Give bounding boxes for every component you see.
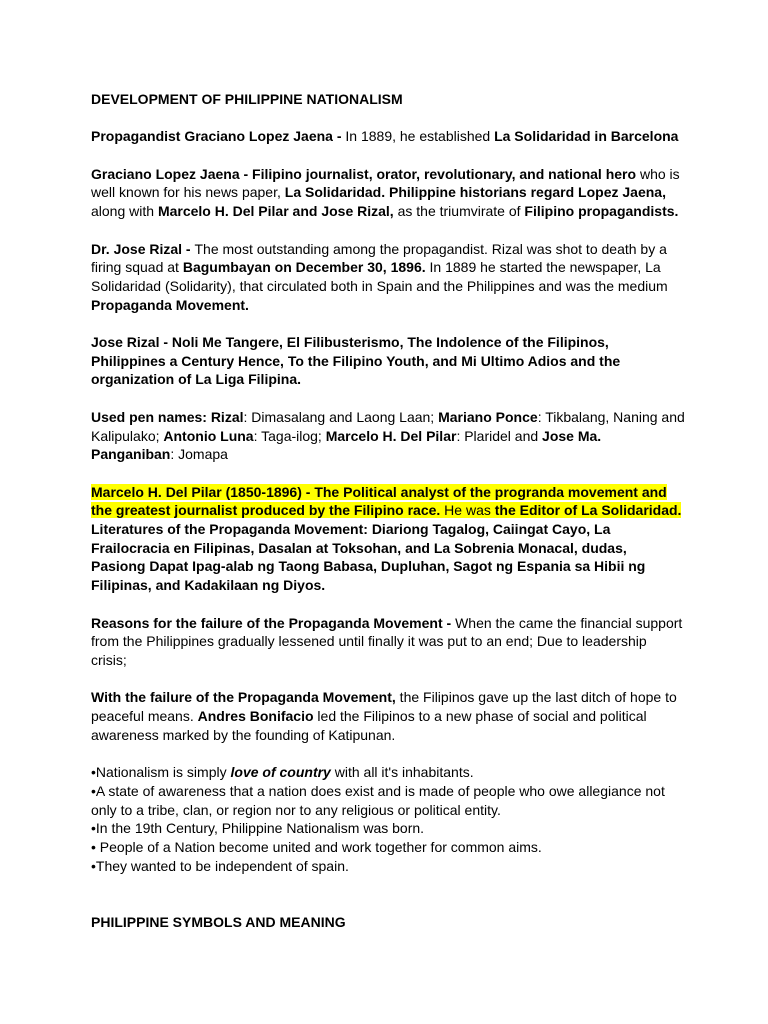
bullet-item: •They wanted to be independent of spain. xyxy=(91,857,349,874)
paragraph-pen-names: Used pen names: Rizal: Dimasalang and Laong Laan; Mariano Ponce: Tikbalang, Naning and Kalipulako; Antonio Luna: Taga-ilog; Marcelo H. Del Pilar: Plaridel and Jose Ma. Panganiban: Jomapa xyxy=(91,408,685,463)
bullet-item: •In the 19th Century, Philippine Nationalism was born. xyxy=(91,820,425,837)
paragraph-jose-rizal: Dr. Jose Rizal - The most outstanding among the propagandist. Rizal was shot to death by a firing squad at Bagumbayan on December 30, 1896. In 1889 he started the newspaper, La Solidaridad (Solidarity), that circulated both in Spain and the Philippines and was the medium Propaganda Movement. xyxy=(91,240,668,313)
paragraph-bonifacio: With the failure of the Propaganda Movement, the Filipinos gave up the last ditch of hope to peaceful means. Andres Bonifacio led the Filipinos to a new phase of social and political awareness marked by the founding of Katipunan. xyxy=(91,689,677,743)
bullet-item: •A state of awareness that a nation does exist and is made of people who owe allegiance not only to a tribe, clan, or region nor to any religious or political entity. xyxy=(91,782,665,818)
section-heading: PHILIPPINE SYMBOLS AND MEANING xyxy=(91,913,346,930)
paragraph-del-pilar: Marcelo H. Del Pilar (1850-1896) - The Political analyst of the progranda movement and the greatest journalist produced by the Filipino race. He was the Editor of La Solidaridad. Literatures of the Propaganda Movement: Diariong Tagalog, Caiingat Cayo, La Frailocracia en Filipinas, Dasalan at Toksohan, and La Sobrenia Monacal, dudas, Pasiong Dapat Ipag-alab ng Taong Babasa, Dupluhan, Sagot ng Espania sa Hibii ng Filipinas, and Kadakilaan ng Diyos. xyxy=(91,483,682,594)
paragraph-lopez-jaena-intro: Propagandist Graciano Lopez Jaena - In 1889, he established La Solidaridad in Barcelona xyxy=(91,128,679,145)
highlighted-text: Marcelo H. Del Pilar (1850-1896) - The Political analyst of the progranda movement and the greatest journalist produced by the Filipino race. He was the Editor of La Solidaridad. xyxy=(91,483,682,519)
document-page xyxy=(91,90,685,931)
bullet-item: • People of a Nation become united and work together for common aims. xyxy=(91,838,542,855)
page-heading: DEVELOPMENT OF PHILIPPINE NATIONALISM xyxy=(91,91,403,107)
paragraph-rizal-works: Jose Rizal - Noli Me Tangere, El Filibusterismo, The Indolence of the Filipinos, Philippines a Century Hence, To the Filipino Youth, and Mi Ultimo Adios and the organization of La Liga Filipina. xyxy=(91,334,621,388)
paragraph-failure-reasons: Reasons for the failure of the Propaganda Movement - When the came the financial support from the Philippines gradually lessened until finally it was put to an end; Due to leadership crisis; xyxy=(91,614,683,668)
paragraph-lopez-jaena-bio: Graciano Lopez Jaena - Filipino journalist, orator, revolutionary, and national hero who is well known for his news paper, La Solidaridad. Philippine historians regard Lopez Jaena, along with Marcelo H. Del Pilar and Jose Rizal, as the triumvirate of Filipino propagandists. xyxy=(91,165,680,220)
bullet-item: •Nationalism is simply love of country with all it's inhabitants. xyxy=(91,764,474,781)
